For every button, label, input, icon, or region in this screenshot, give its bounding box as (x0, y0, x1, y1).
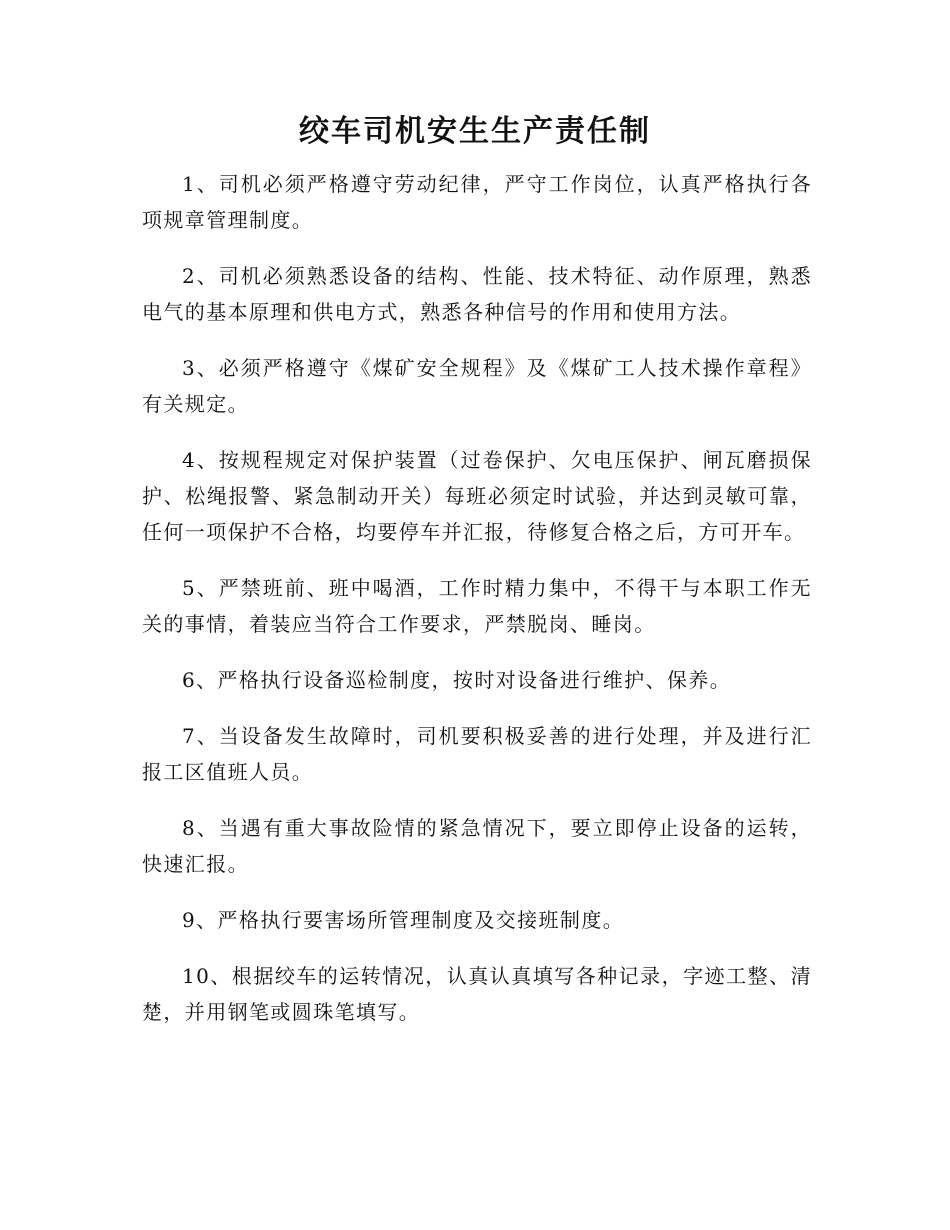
paragraph-2: 2、司机必须熟悉设备的结构、性能、技术特征、动作原理，熟悉电气的基本原理和供电方式，熟悉各种信号的作用和使用方法。 (142, 264, 812, 324)
paragraph-8: 8、当遇有重大事故险情的紧急情况下，要立即停止设备的运转，快速汇报。 (142, 816, 812, 876)
paragraph-6: 6、严格执行设备巡检制度，按时对设备进行维护、保养。 (182, 668, 732, 692)
document-body (142, 166, 812, 1050)
paragraph-9: 9、严格执行要害场所管理制度及交接班制度。 (182, 908, 625, 932)
paragraph-4: 4、按规程规定对保护装置（过卷保护、欠电压保护、闸瓦磨损保护、松绳报警、紧急制动开关）每班必须定时试验，并达到灵敏可靠，任何一项保护不合格，均要停车并汇报，待修复合格之后，方可开车。 (142, 448, 812, 544)
paragraph-1: 1、司机必须严格遵守劳动纪律，严守工作岗位，认真严格执行各项规章管理制度。 (142, 172, 812, 232)
paragraph-3: 3、必须严格遵守《煤矿安全规程》及《煤矿工人技术操作章程》有关规定。 (142, 356, 812, 416)
paragraph-7: 7、当设备发生故障时，司机要积极妥善的进行处理，并及进行汇报工区值班人员。 (142, 724, 812, 784)
paragraph-5: 5、严禁班前、班中喝酒，工作时精力集中，不得干与本职工作无关的事情，着装应当符合工作要求，严禁脱岗、睡岗。 (142, 576, 812, 636)
paragraph-10: 10、根据绞车的运转情况，认真认真填写各种记录，字迹工整、清楚，并用钢笔或圆珠笔填写。 (142, 964, 812, 1024)
document-title: 绞车司机安生生产责任制 (299, 114, 651, 149)
